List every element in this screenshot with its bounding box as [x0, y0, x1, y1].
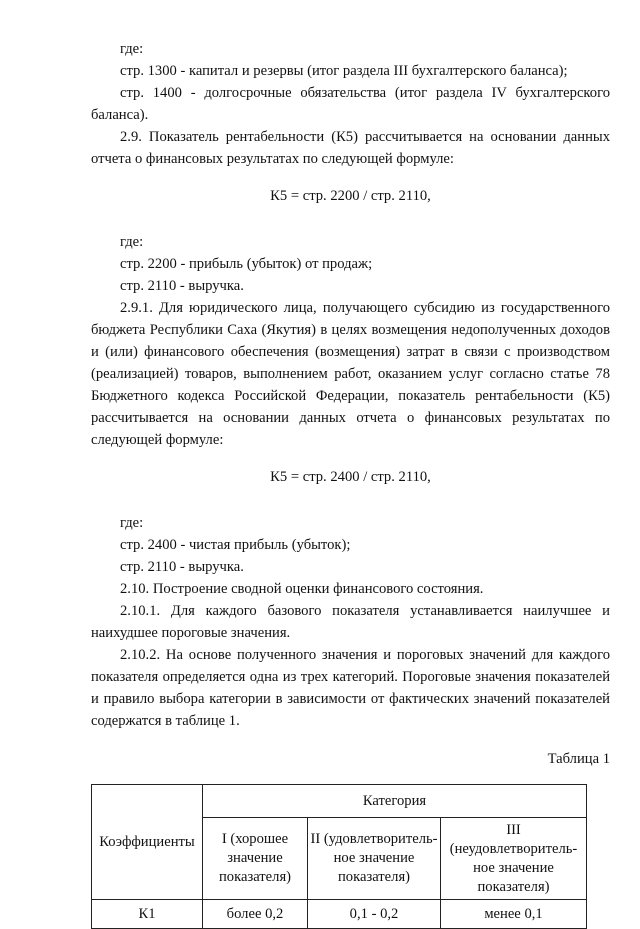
- paragraph: стр. 2400 - чистая прибыль (убыток);: [120, 537, 351, 553]
- paragraph: стр. 2200 - прибыль (убыток) от продаж;: [120, 256, 373, 272]
- paragraph: 2.10.2. На основе полученного значения и пороговых значений для каждого показателя определяется одна из трех категорий. Пороговые значения показателей и правило выбора категории в зависимости от фактических значений показателей содержатся в таблице 1.: [91, 647, 610, 729]
- paragraph: стр. 1400 - долгосрочные обязательства (итог раздела IV бухгалтерского баланса).: [91, 85, 610, 123]
- table-row: [92, 900, 587, 929]
- paragraph: стр. 1300 - капитал и резервы (итог раздела III бухгалтерского баланса);: [120, 63, 568, 79]
- header-category: Категория: [203, 785, 587, 818]
- header-category-1: I (хорошее значение показателя): [203, 818, 308, 900]
- row-value-2: 0,1 - 0,2: [308, 900, 441, 929]
- paragraph: 2.9.1. Для юридического лица, получающего субсидию из государственного бюджета Республики Саха (Якутия) в целях возмещения недополученных доходов и (или) финансового обеспечения (возмещения) затрат в связи с производством (реализацией) товаров, выполнением работ, оказанием услуг согласно статье 78 Бюджетного кодекса Российской Федерации, показатель рентабельности (К5) рассчитывается на основании данных отчета о финансовых результатах по следующей формуле:: [91, 300, 610, 448]
- row-coefficient: К1: [92, 900, 203, 929]
- paragraph: где:: [120, 515, 144, 531]
- paragraph: стр. 2110 - выручка.: [120, 559, 244, 575]
- header-coefficients: Коэффициенты: [92, 785, 203, 900]
- table-caption: Таблица 1: [547, 751, 610, 767]
- paragraph: 2.10.1. Для каждого базового показателя устанавливается наилучшее и наихудшее пороговые значения.: [91, 603, 610, 641]
- header-category-2: II (удовлетворитель-ное значение показателя): [308, 818, 441, 900]
- formula-k5-net: К5 = стр. 2400 / стр. 2110,: [270, 469, 431, 485]
- formula-k5-sales: К5 = стр. 2200 / стр. 2110,: [270, 188, 431, 204]
- row-value-1: более 0,2: [203, 900, 308, 929]
- document-body: [91, 38, 610, 929]
- paragraph: где:: [120, 41, 144, 57]
- paragraph: 2.9. Показатель рентабельности (К5) рассчитывается на основании данных отчета о финансовых результатах по следующей формуле:: [91, 129, 610, 167]
- paragraph: где:: [120, 234, 144, 250]
- paragraph: стр. 2110 - выручка.: [120, 278, 244, 294]
- paragraph: 2.10. Построение сводной оценки финансового состояния.: [120, 581, 484, 597]
- category-table: [91, 784, 587, 929]
- row-value-3: менее 0,1: [441, 900, 587, 929]
- header-category-3: III (неудовлетворитель-ное значение показателя): [441, 818, 587, 900]
